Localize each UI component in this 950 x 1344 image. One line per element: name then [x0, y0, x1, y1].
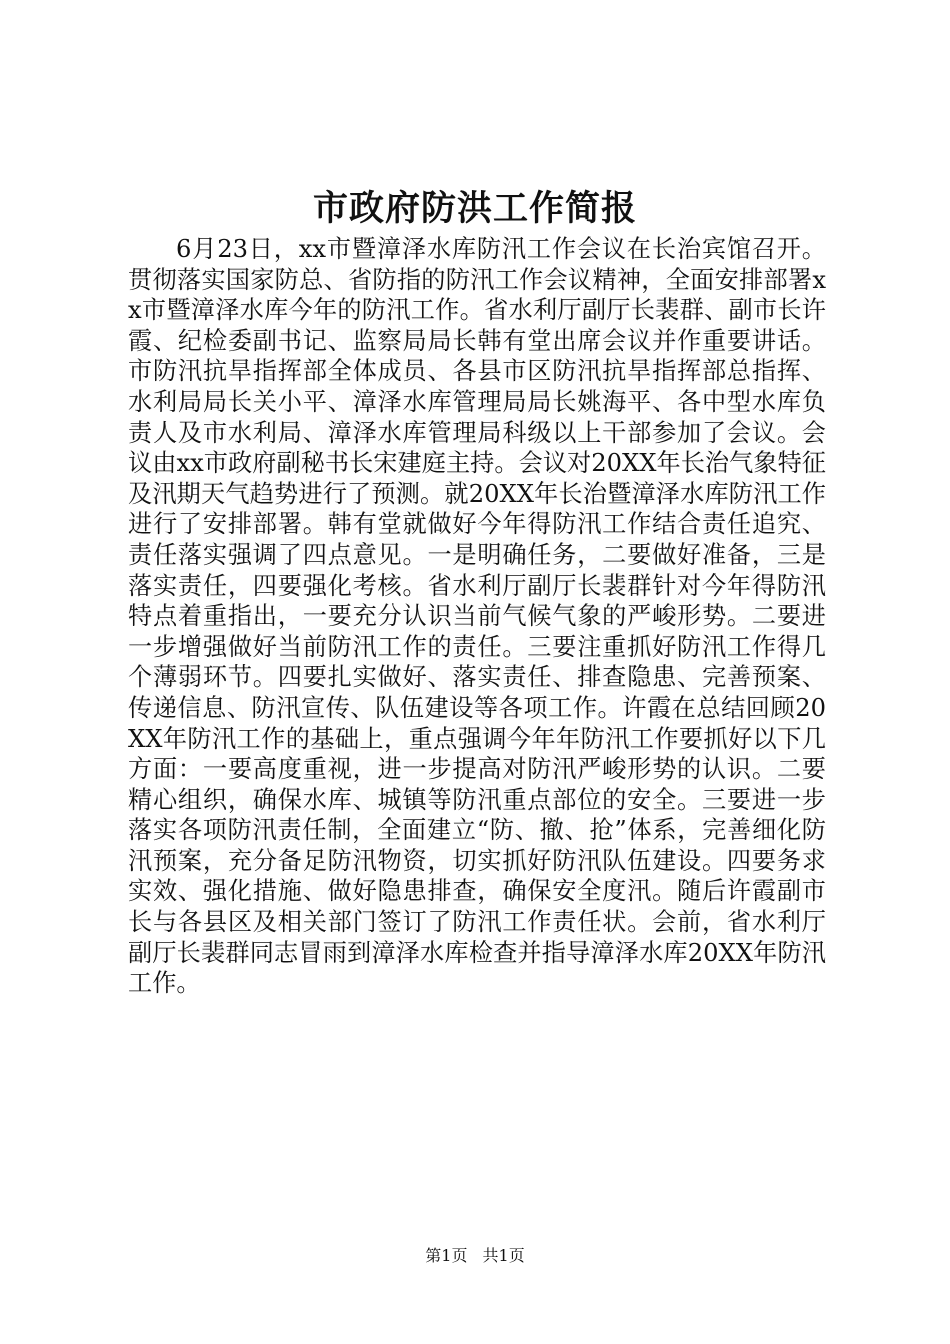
page-number-current: 第1页 [425, 1246, 468, 1265]
body-paragraph: 6月23日，xx市暨漳泽水库防汛工作会议在长治宾馆召开。贯彻落实国家防总、省防指的防汛工作会议精神，全面安排部署xx市暨漳泽水库今年的防汛工作。省水利厅副厅长裴群、副市长许霞、纪检委副书记、监察局局长韩有堂出席会议并作重要讲话。市防汛抗旱指挥部全体成员、各县市区防汛抗旱指挥部总指挥、水利局局长关小平、漳泽水库管理局局长姚海平、各中型水库负责人及市水利局、漳泽水库管理局科级以上干部参加了会议。会议由xx市政府副秘书长宋建庭主持。会议对20XX年长治气象特征及汛期天气趋势进行了预测。就20XX年长治暨漳泽水库防汛工作进行了安排部署。韩有堂就做好今年得防汛工作结合责任追究、责任落实强调了四点意见。一是明确任务，二要做好准备，三是落实责任，四要强化考核。省水利厅副厅长裴群针对今年得防汛特点着重指出，一要充分认识当前气候气象的严峻形势。二要进一步增强做好当前防汛工作的责任。三要注重抓好防汛工作得几个薄弱环节。四要扎实做好、落实责任、排查隐患、完善预案、传递信息、防汛宣传、队伍建设等各项工作。许霞在总结回顾20XX年防汛工作的基础上，重点强调今年年防汛工作要抓好以下几方面：一要高度重视，进一步提高对防汛严峻形势的认识。二要精心组织，确保水库、城镇等防汛重点部位的安全。三要进一步落实各项防汛责任制，全面建立“防、撤、抢”体系，完善细化防汛预案，充分备足防汛物资，切实抓好防汛队伍建设。四要务求实效、强化措施、做好隐患排查，确保安全度汛。随后许霞副市长与各县区及相关部门签订了防汛工作责任状。会前，省水利厅副厅长裴群同志冒雨到漳泽水库检查并指导漳泽水库20XX年防汛工作。 [128, 235, 826, 998]
page-footer [0, 1245, 950, 1267]
document-title: 市政府防洪工作简报 [312, 188, 637, 229]
page-number-total: 共1页 [482, 1246, 525, 1265]
